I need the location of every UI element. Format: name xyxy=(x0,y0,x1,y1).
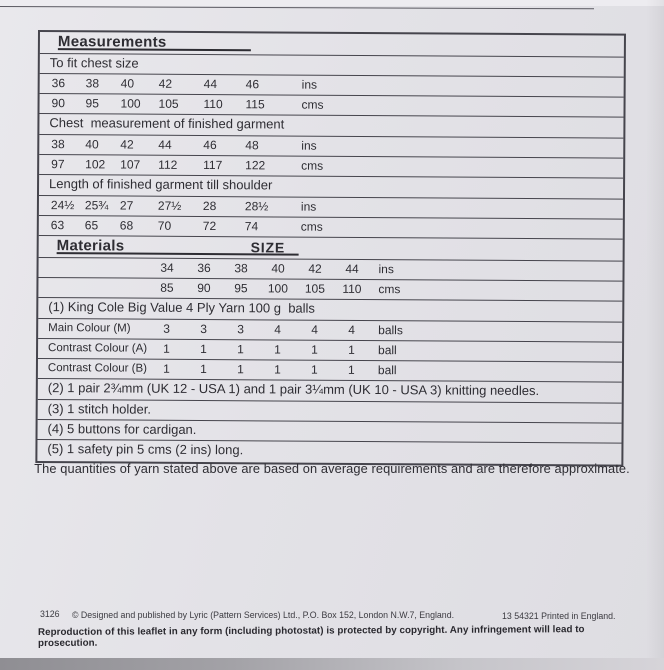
quantity-value: 105 xyxy=(304,281,325,296)
quantity-value: 1 xyxy=(311,342,318,357)
quantity-value: 42 xyxy=(308,261,322,276)
row-text: To fit chest size xyxy=(49,54,139,71)
size-value: 112 xyxy=(158,157,178,172)
quantity-value: 1 xyxy=(348,342,355,357)
material-label: Contrast Colour (B) xyxy=(47,362,148,375)
row-text: (2) 1 pair 2¾mm (UK 12 - USA 1) and 1 pair 3¼mm (UK 10 - USA 3) knitting needles. xyxy=(47,380,540,399)
size-value: 44 xyxy=(203,76,218,91)
measurements-materials-table xyxy=(35,30,626,466)
yarn-quantities-footnote: The quantities of yarn stated above are based on average requirements and are therefore approximate. xyxy=(34,461,630,476)
size-column-header: SIZE xyxy=(250,239,286,256)
quantity-value: 100 xyxy=(267,281,288,296)
size-value: 36 xyxy=(51,75,66,90)
row-text: Chest measurement of finished garment xyxy=(49,115,285,132)
material-label xyxy=(48,258,148,278)
row-text: (5) 1 safety pin 5 cms (2 ins) long. xyxy=(47,441,244,458)
quantity-value: 4 xyxy=(348,322,356,337)
quantity-value: 90 xyxy=(197,280,211,296)
unit-label: balls xyxy=(378,322,403,337)
quantity-value: 110 xyxy=(342,281,362,296)
size-value: 102 xyxy=(85,157,106,172)
row-text: Length of finished garment till shoulder xyxy=(49,176,273,193)
size-value: 65 xyxy=(84,218,99,233)
quantity-value: 1 xyxy=(163,341,170,356)
page-fold-strip xyxy=(0,0,664,6)
unit-label: cms xyxy=(378,282,401,297)
quantity-value: 3 xyxy=(237,321,245,336)
quantity-value: 1 xyxy=(274,362,281,377)
size-value: 46 xyxy=(203,137,217,152)
quantity-value: 1 xyxy=(237,362,244,377)
quantity-value: 3 xyxy=(200,321,208,336)
quantity-value: 1 xyxy=(311,362,318,377)
size-value: 28½ xyxy=(244,198,269,213)
material-label: Main Colour (M) xyxy=(48,321,131,335)
quantity-value: 1 xyxy=(274,342,281,357)
section-title-underline xyxy=(57,252,299,255)
size-value: 68 xyxy=(119,218,134,233)
size-value: 97 xyxy=(51,157,65,172)
size-value: 105 xyxy=(158,96,179,111)
size-value: 46 xyxy=(245,77,260,92)
page-fold-line xyxy=(0,6,594,10)
size-value: 38 xyxy=(51,136,65,151)
size-value: 40 xyxy=(120,76,135,91)
publisher-credit: © Designed and published by Lyric (Pattern Services) Ltd., P.O. Box 152, London N.W.7, England. xyxy=(72,610,455,620)
size-value: 122 xyxy=(245,158,266,173)
size-value: 70 xyxy=(157,218,172,233)
unit-label: ins xyxy=(301,77,318,92)
size-value: 42 xyxy=(158,76,173,91)
size-value: 27 xyxy=(119,198,134,213)
size-value: 40 xyxy=(85,136,99,152)
quantity-value: 1 xyxy=(200,341,207,356)
size-value: 38 xyxy=(85,76,100,91)
scan-shadow-band xyxy=(0,658,664,670)
quantity-value: 1 xyxy=(237,342,244,357)
printed-in: 13 54321 Printed in England. xyxy=(502,610,616,621)
size-value: 107 xyxy=(120,157,141,172)
unit-label: ins xyxy=(300,199,317,214)
quantity-value: 3 xyxy=(163,321,171,336)
unit-label: ins xyxy=(301,138,317,153)
size-value: 90 xyxy=(51,96,65,111)
quantity-value: 36 xyxy=(197,260,211,275)
quantity-value: 44 xyxy=(345,261,359,276)
quantity-value: 34 xyxy=(160,260,174,275)
section-title: Measurements xyxy=(57,33,167,51)
size-value: 42 xyxy=(120,137,134,152)
unit-label: cms xyxy=(301,158,324,173)
unit-label: ball xyxy=(378,342,397,358)
size-value: 63 xyxy=(50,217,65,233)
size-value: 117 xyxy=(203,157,223,173)
leaflet-number: 3126 xyxy=(40,609,60,619)
size-value: 25¾ xyxy=(84,197,109,213)
section-title: Materials xyxy=(56,237,125,255)
copyright-warning: Reproduction of this leaflet in any form (including photostat) is protected by copyright. Any infringement will lead to prosecution. xyxy=(37,624,585,649)
quantity-value: 85 xyxy=(160,280,174,295)
size-value: 48 xyxy=(245,137,259,153)
quantity-value: 1 xyxy=(348,363,355,378)
imprint-line xyxy=(0,609,664,623)
size-value: 44 xyxy=(158,137,172,152)
size-value: 27½ xyxy=(157,198,182,213)
quantity-value: 1 xyxy=(163,361,170,376)
size-value: 110 xyxy=(203,97,223,112)
quantity-value: 95 xyxy=(234,281,248,296)
scan-edge-shade xyxy=(646,0,664,670)
unit-label: cms xyxy=(300,219,323,234)
row-text: (4) 5 buttons for cardigan. xyxy=(47,421,197,438)
size-value: 74 xyxy=(244,219,259,234)
quantity-value: 4 xyxy=(274,322,282,337)
size-value: 72 xyxy=(202,218,217,233)
row-text: (1) King Cole Big Value 4 Ply Yarn 100 g balls xyxy=(48,299,316,316)
size-value: 115 xyxy=(245,97,265,112)
size-value: 28 xyxy=(202,198,217,213)
material-label: Contrast Colour (A) xyxy=(48,341,148,355)
size-value: 100 xyxy=(120,96,141,111)
section-title-underline xyxy=(58,48,251,51)
material-label xyxy=(48,278,148,298)
quantity-value: 4 xyxy=(311,322,319,337)
size-value: 24½ xyxy=(50,197,75,212)
unit-label: ins xyxy=(378,261,394,276)
quantity-value: 1 xyxy=(200,362,207,377)
row-text: (3) 1 stitch holder. xyxy=(47,400,152,417)
size-value: 95 xyxy=(85,96,99,111)
unit-label: ball xyxy=(377,363,397,378)
quantity-value: 40 xyxy=(271,261,285,276)
quantity-value: 38 xyxy=(234,260,248,275)
unit-label: cms xyxy=(301,97,324,112)
